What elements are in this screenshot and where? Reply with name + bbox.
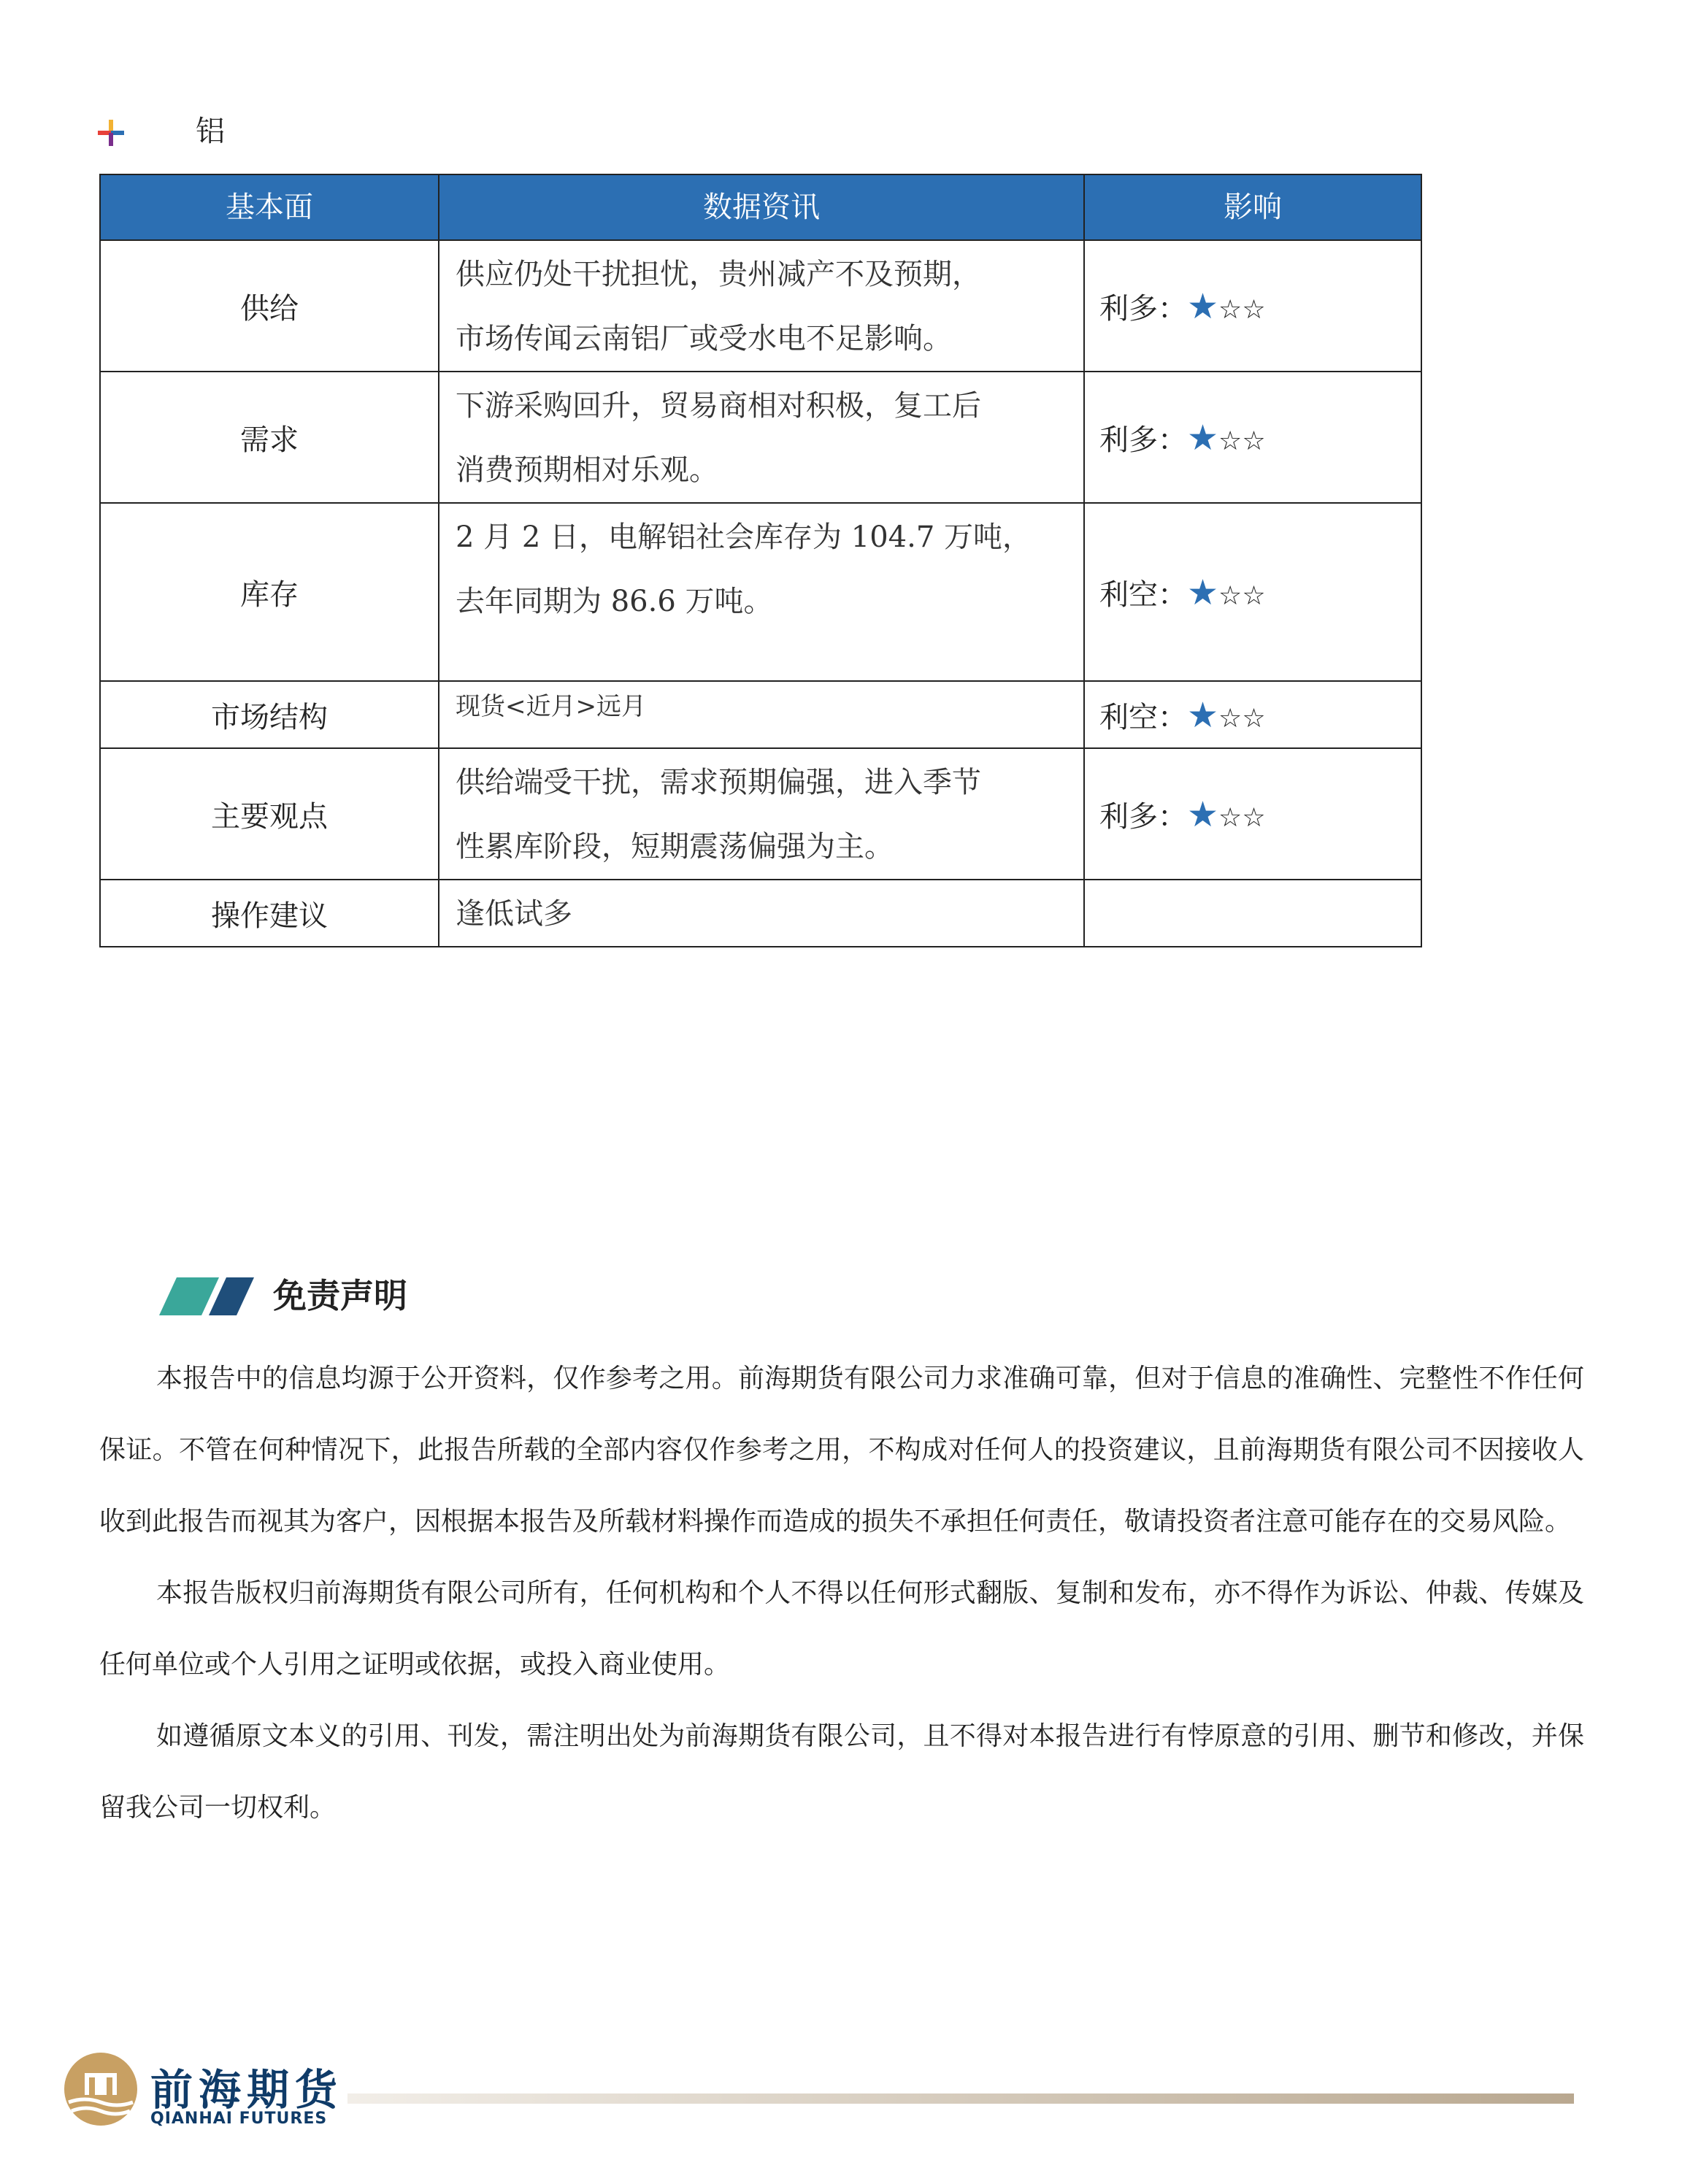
info-line: 逢低试多 — [456, 897, 572, 931]
info-line: 供给端受干扰，需求预期偏强，进入季节 — [456, 766, 981, 799]
info-line: 性累库阶段，短期震荡偏强为主。 — [456, 830, 894, 864]
table-row — [100, 503, 1421, 681]
table-row — [100, 372, 1421, 503]
star-empty-icon: ☆ — [1218, 294, 1243, 325]
row-category: 需求 — [100, 372, 439, 503]
info-line: 去年同期为 86.6 万吨。 — [456, 585, 773, 618]
star-empty-icon: ☆ — [1242, 802, 1266, 833]
info-line: 现货<近月>远月 — [456, 692, 646, 721]
company-name-en: QIANHAI FUTURES — [150, 2110, 328, 2128]
row-category: 市场结构 — [100, 681, 439, 748]
fundamentals-table — [99, 174, 1422, 947]
impact-label: 利多： — [1099, 799, 1187, 834]
row-info — [439, 372, 1084, 503]
star-empty-icon: ☆ — [1218, 703, 1243, 734]
row-info — [439, 880, 1084, 947]
star-empty-icon: ☆ — [1218, 426, 1243, 456]
impact-label: 利空： — [1099, 577, 1187, 612]
disclaimer-paragraph: 如遵循原文本义的引用、刊发，需注明出处为前海期货有限公司，且不得对本报告进行有悖原意的引用、删节和修改，并保留我公司一切权利。 — [99, 1721, 1584, 1823]
disclaimer-header — [159, 1270, 743, 1321]
star-filled-icon: ★ — [1187, 793, 1219, 835]
info-line: 2 月 2 日，电解铝社会库存为 104.7 万吨， — [456, 520, 1032, 554]
impact-label: 利空： — [1099, 700, 1187, 734]
company-name-cn: 前海期货 — [150, 2065, 344, 2115]
footer-divider — [347, 2093, 1574, 2104]
row-impact — [1084, 503, 1421, 681]
footer — [63, 2051, 1632, 2139]
star-filled-icon: ★ — [1187, 572, 1219, 613]
star-empty-icon: ☆ — [1242, 294, 1266, 325]
star-empty-icon: ☆ — [1242, 580, 1266, 611]
star-empty-icon: ☆ — [1218, 580, 1243, 611]
star-filled-icon: ★ — [1187, 285, 1219, 327]
info-line: 供应仍处干扰担忧，贵州减产不及预期， — [456, 258, 981, 291]
row-category: 操作建议 — [100, 880, 439, 947]
header-impact: 影响 — [1084, 174, 1421, 240]
disclaimer-paragraph: 本报告中的信息均源于公开资料，仅作参考之用。前海期货有限公司力求准确可靠，但对于信息的准确性、完整性不作任何保证。不管在何种情况下，此报告所载的全部内容仅作参考之用，不构成对任何人的投资建议，且前海期货有限公司不因接收人收到此报告而视其为客户，因根据本报告及所载材料操作而造成的损失不承担任何责任，敬请投资者注意可能存在的交易风险。 — [99, 1364, 1584, 1537]
header-fundamental: 基本面 — [100, 174, 439, 240]
row-category: 库存 — [100, 503, 439, 681]
parallelogram-icon — [159, 1277, 254, 1315]
row-impact — [1084, 880, 1421, 947]
header-data-info: 数据资讯 — [439, 174, 1084, 240]
section-header — [96, 109, 534, 153]
section-title: 铝 — [196, 115, 225, 148]
table-row — [100, 880, 1421, 947]
row-category: 供给 — [100, 240, 439, 372]
row-info — [439, 240, 1084, 372]
disclaimer-title: 免责声明 — [273, 1276, 407, 1315]
impact-label: 利多： — [1099, 423, 1187, 457]
star-empty-icon: ☆ — [1218, 802, 1243, 833]
disclaimer-body — [99, 1343, 1584, 1844]
info-line: 下游采购回升，贸易商相对积极，复工后 — [456, 389, 981, 423]
row-impact — [1084, 748, 1421, 880]
table-row — [100, 240, 1421, 372]
info-line: 市场传闻云南铝厂或受水电不足影响。 — [456, 322, 952, 355]
row-info — [439, 681, 1084, 748]
company-logo-icon — [63, 2051, 139, 2127]
row-impact — [1084, 240, 1421, 372]
row-info — [439, 503, 1084, 681]
impact-label: 利多： — [1099, 291, 1187, 326]
row-category: 主要观点 — [100, 748, 439, 880]
row-info — [439, 748, 1084, 880]
star-empty-icon: ☆ — [1242, 426, 1266, 456]
star-empty-icon: ☆ — [1242, 703, 1266, 734]
star-filled-icon: ★ — [1187, 694, 1219, 736]
table-header-row — [100, 174, 1421, 240]
row-impact — [1084, 372, 1421, 503]
table-row — [100, 681, 1421, 748]
info-line: 消费预期相对乐观。 — [456, 453, 718, 487]
diamond-bullet-icon — [96, 118, 126, 147]
disclaimer-paragraph: 本报告版权归前海期货有限公司所有，任何机构和个人不得以任何形式翻版、复制和发布，亦不得作为诉讼、仲裁、传媒及任何单位或个人引用之证明或依据，或投入商业使用。 — [99, 1578, 1584, 1680]
row-impact — [1084, 681, 1421, 748]
table-row — [100, 748, 1421, 880]
star-filled-icon: ★ — [1187, 417, 1219, 458]
